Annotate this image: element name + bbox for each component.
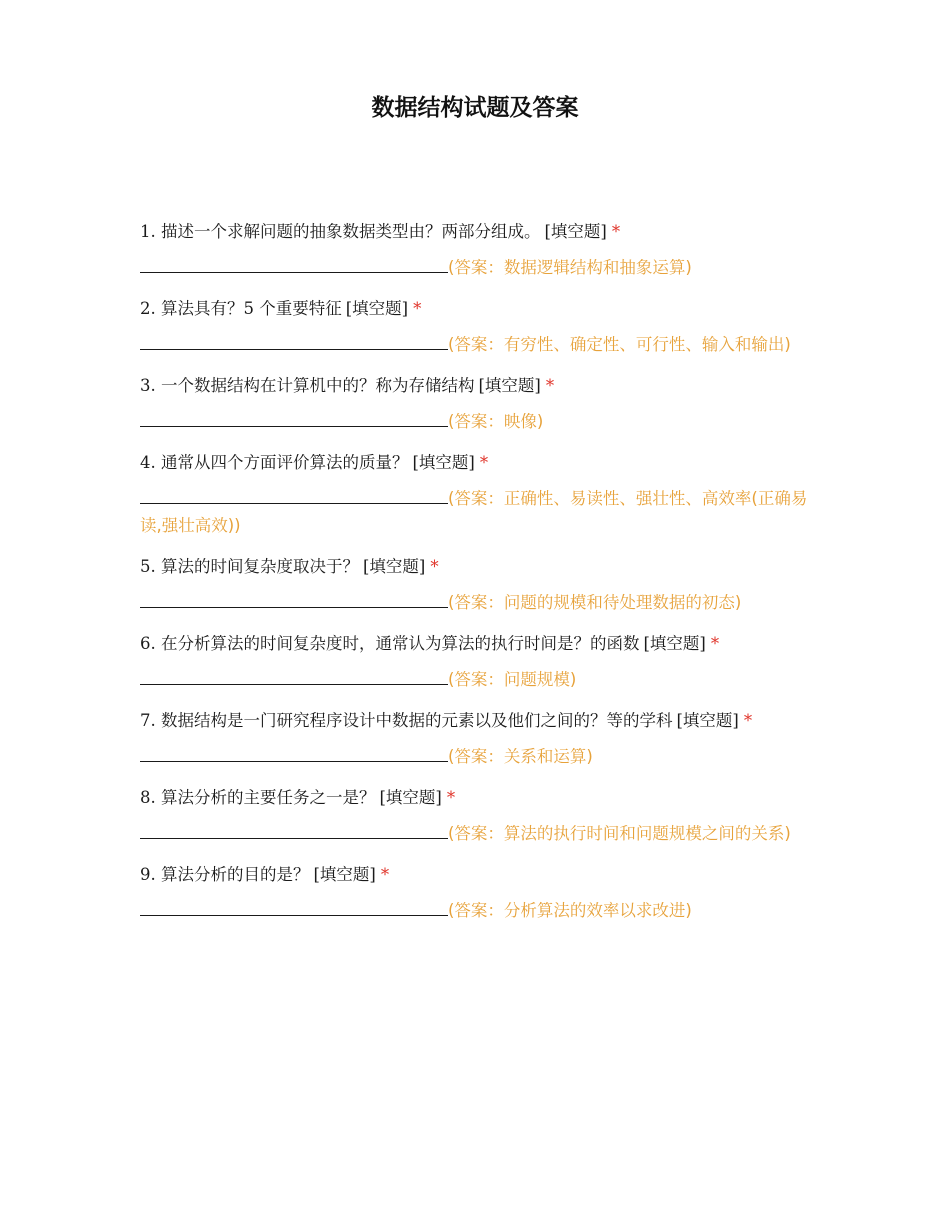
question-text-line — [140, 372, 812, 400]
question-text: 3. 一个数据结构在计算机中的？称为存储结构 — [140, 376, 475, 395]
question-text: 2. 算法具有？5 个重要特征 — [140, 299, 342, 318]
required-mark: * — [743, 711, 753, 730]
question-list — [140, 218, 812, 938]
question-type: [填空题] — [379, 788, 442, 807]
question-text: 5. 算法的时间复杂度取决于？ — [140, 557, 359, 576]
question-text: 9. 算法分析的目的是？ — [140, 865, 310, 884]
required-mark: * — [611, 222, 621, 241]
answer-blank — [140, 668, 448, 685]
answer-line — [140, 666, 812, 693]
required-mark: * — [380, 865, 390, 884]
required-mark: * — [413, 299, 422, 318]
answer-blank — [140, 487, 448, 504]
question-type: [填空题] — [345, 299, 409, 318]
question-type: [填空题] — [363, 557, 426, 576]
question-text-line — [140, 861, 812, 889]
question-text: 8. 算法分析的主要任务之一是？ — [140, 788, 376, 807]
question-text-line — [140, 295, 812, 323]
question-text-line — [140, 218, 812, 246]
question-text-line — [140, 784, 812, 812]
question-text: 1. 描述一个求解问题的抽象数据类型由？两部分组成。 — [140, 222, 541, 241]
answer-line — [140, 485, 812, 539]
required-mark: * — [479, 453, 489, 472]
question-text-line — [140, 630, 812, 658]
answer-line — [140, 743, 812, 770]
answer-text: (答案：映像) — [448, 412, 544, 431]
question-type: [填空题] — [676, 711, 739, 730]
question-type: [填空题] — [478, 376, 541, 395]
question-item — [140, 861, 812, 924]
answer-line — [140, 589, 812, 616]
required-mark: * — [446, 788, 456, 807]
question-text-line — [140, 449, 812, 477]
answer-text: (答案：问题的规模和待处理数据的初态) — [448, 593, 742, 612]
document-title: 数据结构试题及答案 — [371, 95, 579, 121]
answer-blank — [140, 745, 448, 762]
question-item — [140, 630, 812, 693]
question-item — [140, 295, 812, 358]
answer-blank — [140, 333, 448, 350]
answer-line — [140, 820, 812, 847]
question-type: [填空题] — [412, 453, 475, 472]
question-type: [填空题] — [313, 865, 376, 884]
answer-line — [140, 408, 812, 435]
question-type: [填空题] — [643, 634, 706, 653]
question-item — [140, 218, 812, 281]
question-item — [140, 553, 812, 616]
required-mark: * — [710, 634, 720, 653]
required-mark: * — [545, 376, 555, 395]
question-item — [140, 449, 812, 539]
answer-text: (答案：关系和运算) — [448, 747, 593, 766]
question-text: 4. 通常从四个方面评价算法的质量？ — [140, 453, 409, 472]
question-text-line — [140, 553, 812, 581]
required-mark: * — [430, 557, 439, 576]
answer-line — [140, 254, 812, 281]
answer-blank — [140, 822, 448, 839]
answer-text: (答案：数据逻辑结构和抽象运算) — [448, 258, 692, 277]
answer-text: (答案：算法的执行时间和问题规模之间的关系) — [448, 824, 791, 843]
question-type: [填空题] — [544, 222, 607, 241]
answer-line — [140, 897, 812, 924]
answer-blank — [140, 256, 448, 273]
answer-text: (答案：问题规模) — [448, 670, 577, 689]
answer-text: (答案：正确性、易读性、强壮性、高效率(正确易读,强壮高效)) — [140, 489, 808, 535]
answer-text: (答案：分析算法的效率以求改进) — [448, 901, 692, 920]
answer-blank — [140, 591, 448, 608]
question-item — [140, 707, 812, 770]
question-item — [140, 784, 812, 847]
question-text: 6. 在分析算法的时间复杂度时，通常认为算法的执行时间是？的函数 — [140, 634, 640, 653]
answer-blank — [140, 410, 448, 427]
answer-text: (答案：有穷性、确定性、可行性、输入和输出) — [448, 335, 791, 354]
question-text-line — [140, 707, 812, 735]
question-text: 7. 数据结构是一门研究程序设计中数据的元素以及他们之间的？等的学科 — [140, 711, 673, 730]
answer-blank — [140, 899, 448, 916]
answer-line — [140, 331, 812, 358]
question-item — [140, 372, 812, 435]
